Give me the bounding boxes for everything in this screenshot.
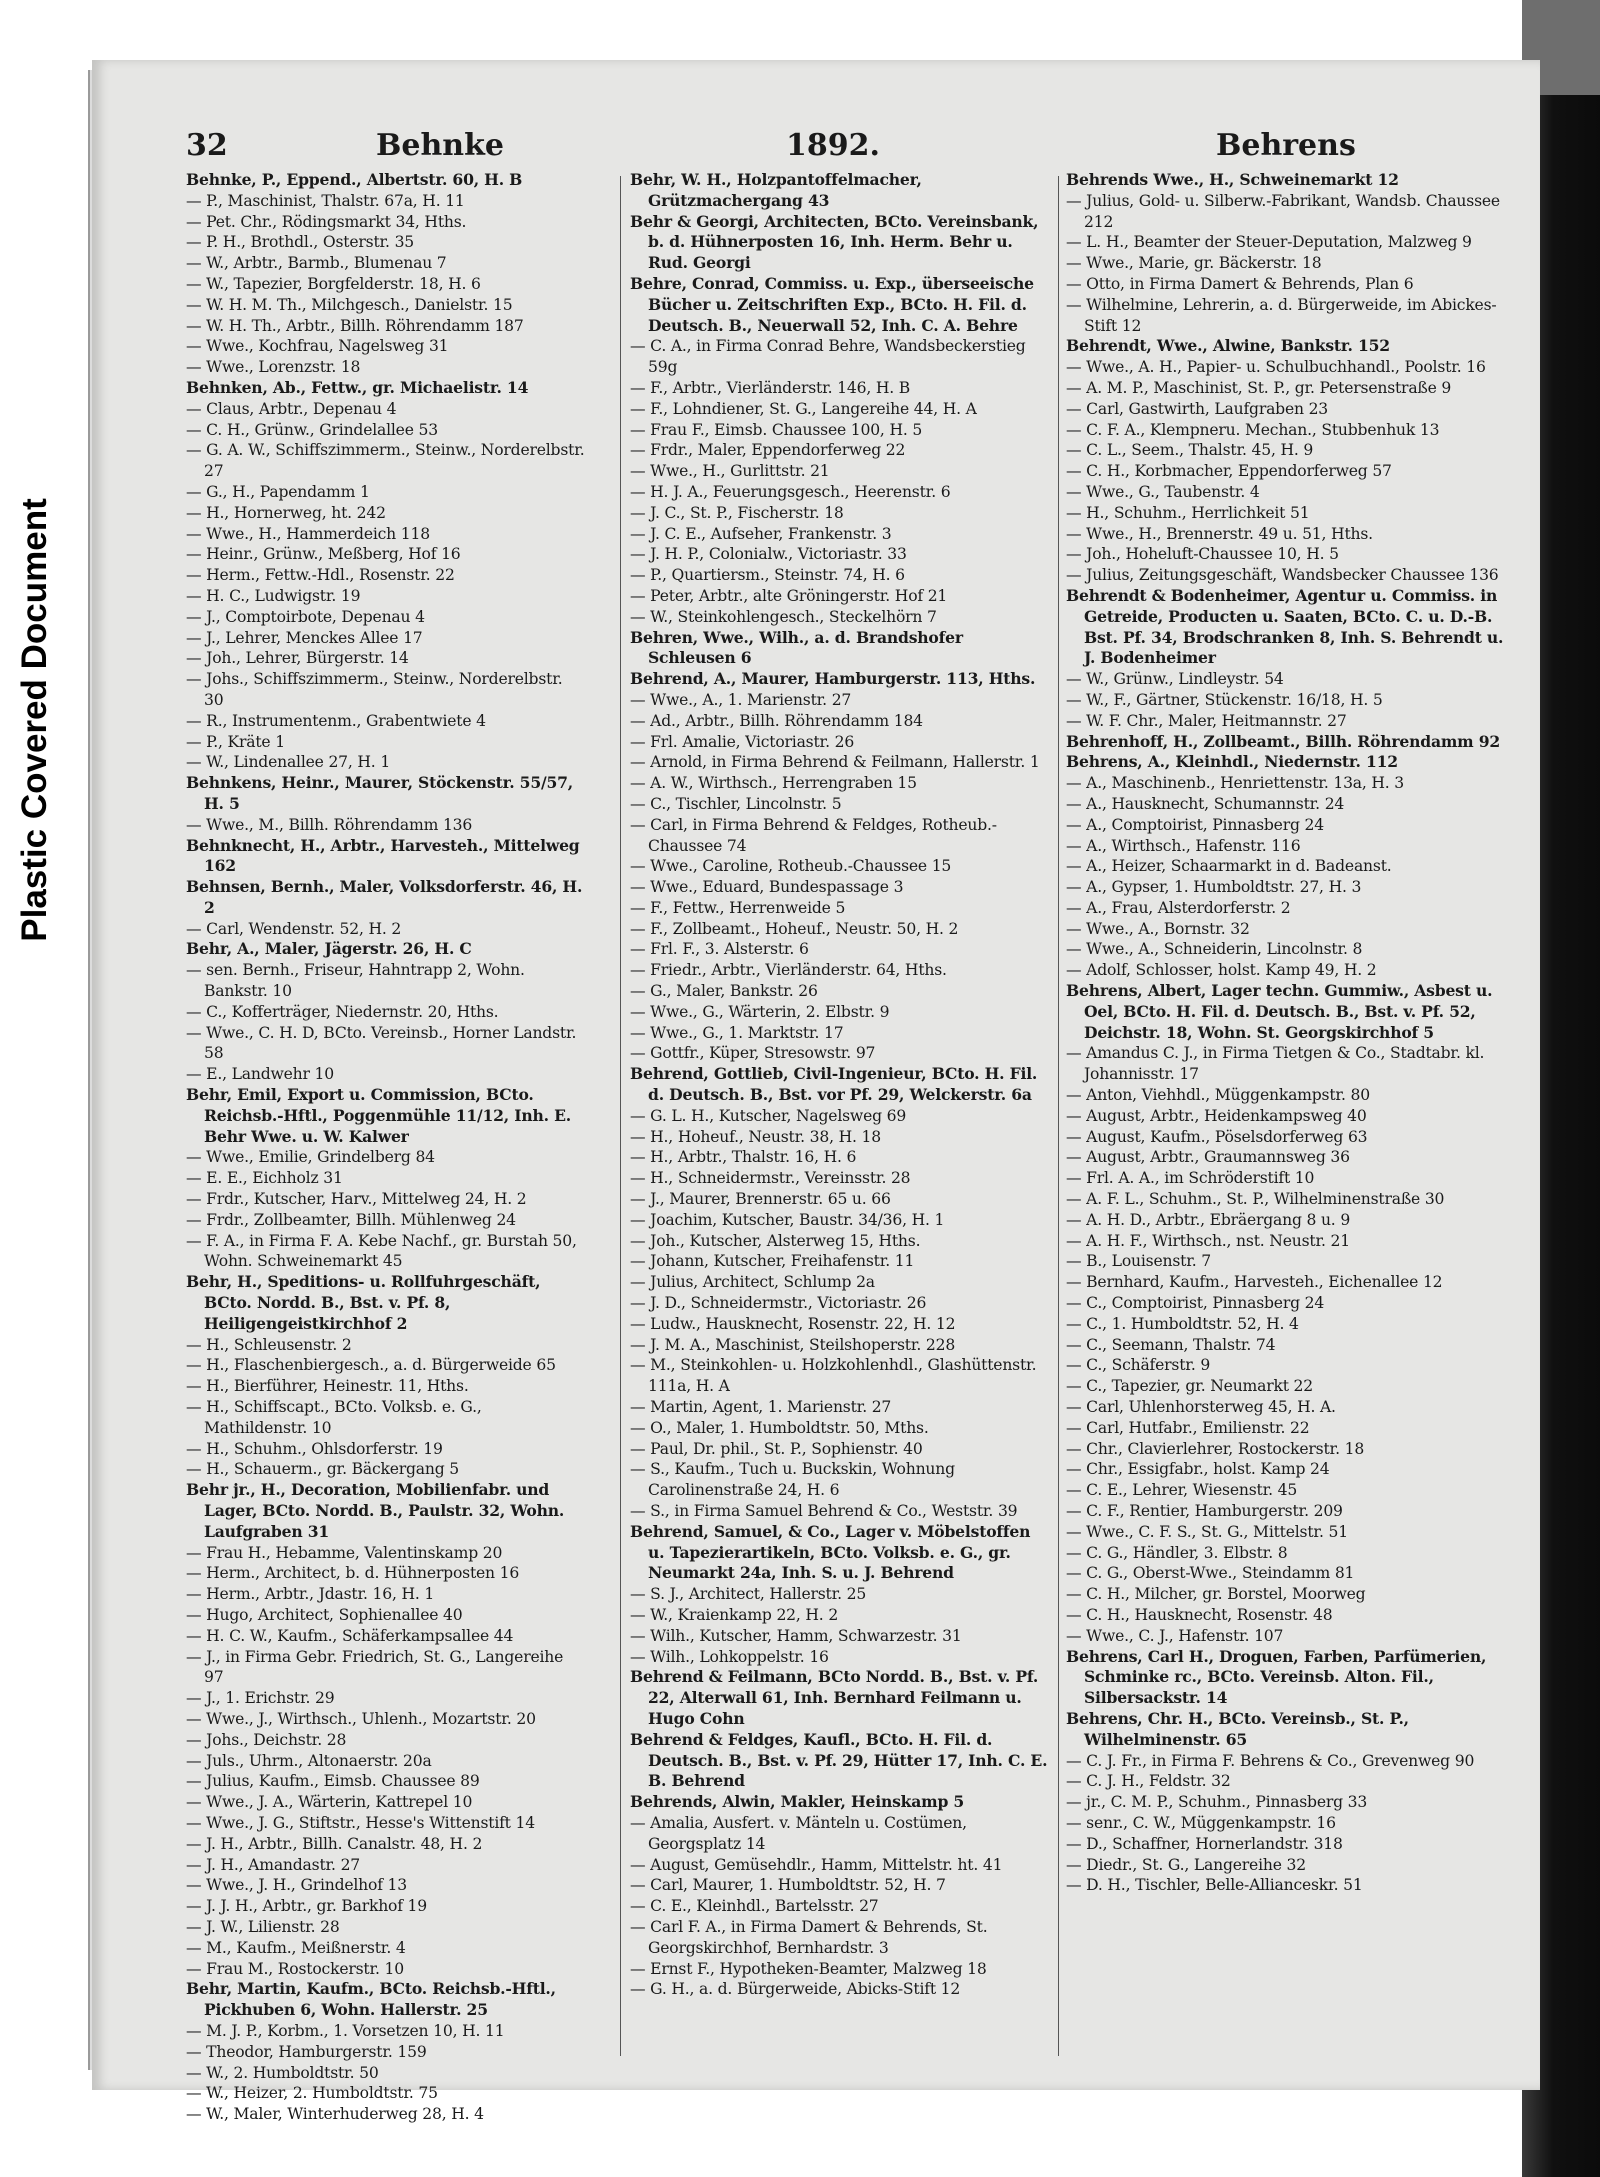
directory-entry: — J. J. H., Arbtr., gr. Barkhof 19 — [186, 1897, 427, 1916]
column-rule — [620, 176, 621, 2056]
directory-entry: — Martin, Agent, 1. Marienstr. 27 — [630, 1398, 892, 1417]
directory-entry: — Anton, Viehhdl., Müggenkampstr. 80 — [1066, 1086, 1370, 1105]
directory-entry: Behrend & Feilmann, BCto Nordd. B., Bst. v. Pf. 22, Alterwall 61, Inh. Bernhard Feilmann u. Hugo Cohn — [630, 1667, 1039, 1728]
directory-entry: — J., in Firma Gebr. Friedrich, St. G., Langereihe 97 — [186, 1647, 564, 1687]
directory-entry: — Otto, in Firma Damert & Behrends, Plan 6 — [1066, 274, 1414, 293]
directory-entry: — Frl. F., 3. Alsterstr. 6 — [630, 940, 809, 959]
directory-entry: — A., Gypser, 1. Humboldtstr. 27, H. 3 — [1066, 878, 1362, 897]
directory-entry: — B., Louisenstr. 7 — [1066, 1252, 1211, 1271]
directory-entry: — senr., C. W., Müggenkampstr. 16 — [1066, 1813, 1336, 1832]
directory-entry: Behnken, Ab., Fettw., gr. Michaelistr. 14 — [186, 377, 529, 397]
directory-entry: — Wwe., Kochfrau, Nagelsweg 31 — [186, 337, 449, 356]
directory-entry: — C. G., Händler, 3. Elbstr. 8 — [1066, 1543, 1288, 1562]
directory-entry: — Wwe., G., Taubenstr. 4 — [1066, 482, 1260, 501]
directory-entry: — O., Maler, 1. Humboldtstr. 50, Mths. — [630, 1418, 929, 1437]
directory-entry: — Frl. A. A., im Schröderstift 10 — [1066, 1169, 1315, 1188]
directory-entry: — Herm., Architect, b. d. Hühnerposten 16 — [186, 1564, 520, 1583]
directory-entry: — W., Arbtr., Barmb., Blumenau 7 — [186, 254, 447, 273]
directory-entry: — Wwe., A. H., Papier- u. Schulbuchhandl., Poolstr. 16 — [1066, 358, 1486, 377]
directory-entry: — August, Arbtr., Graumannsweg 36 — [1066, 1148, 1350, 1167]
directory-entry: — P., Quartiersm., Steinstr. 74, H. 6 — [630, 566, 905, 585]
directory-entry: Behrens, A., Kleinhdl., Niedernstr. 112 — [1066, 752, 1398, 772]
directory-entry: — C., Comptoirist, Pinnasberg 24 — [1066, 1294, 1325, 1313]
directory-entry: — H., Schauerm., gr. Bäckergang 5 — [186, 1460, 459, 1479]
directory-entry: — Wwe., J. A., Wärterin, Kattrepel 10 — [186, 1793, 473, 1812]
directory-entry: — Wwe., J. G., Stiftstr., Hesse's Wittenstift 14 — [186, 1813, 535, 1832]
directory-entry: — Carl, Gastwirth, Laufgraben 23 — [1066, 399, 1329, 418]
directory-entry: — H., Schuhm., Ohlsdorferstr. 19 — [186, 1439, 443, 1458]
right-catchword: Behrens — [1216, 128, 1356, 163]
year: 1892. — [786, 128, 880, 163]
directory-entry: — W., 2. Humboldtstr. 50 — [186, 2063, 379, 2082]
directory-entry: — Carl, in Firma Behrend & Feldges, Rotheub.-Chaussee 74 — [630, 815, 997, 855]
directory-entry: — C. J. H., Feldstr. 32 — [1066, 1772, 1231, 1791]
directory-entry: — Wwe., H., Hammerdeich 118 — [186, 524, 430, 543]
directory-entry: — A., Heizer, Schaarmarkt in d. Badeanst. — [1066, 857, 1392, 876]
directory-entry: — J. D., Schneidermstr., Victoriastr. 26 — [630, 1294, 927, 1313]
directory-entry: — G. L. H., Kutscher, Nagelsweg 69 — [630, 1106, 907, 1125]
directory-entry: — A. H. F., Wirthsch., nst. Neustr. 21 — [1066, 1231, 1350, 1250]
directory-entry: — Chr., Clavierlehrer, Rostockerstr. 18 — [1066, 1439, 1365, 1458]
directory-entry: — W., Heizer, 2. Humboldtstr. 75 — [186, 2084, 438, 2103]
directory-entry: — Joh., Kutscher, Alsterweg 15, Hths. — [630, 1231, 921, 1250]
directory-entry: — Herm., Fettw.-Hdl., Rosenstr. 22 — [186, 566, 455, 585]
directory-entry: — Claus, Arbtr., Depenau 4 — [186, 399, 397, 418]
directory-entry: — C. A., in Firma Conrad Behre, Wandsbeckerstieg 59g — [630, 337, 1026, 377]
directory-entry: — Pet. Chr., Rödingsmarkt 34, Hths. — [186, 212, 467, 231]
directory-entry: — E., Landwehr 10 — [186, 1065, 334, 1084]
left-catchword: Behnke — [376, 128, 504, 163]
directory-entry: — A. M. P., Maschinist, St. P., gr. Petersenstraße 9 — [1066, 378, 1452, 397]
directory-entry: — Carl, Uhlenhorsterweg 45, H. A. — [1066, 1398, 1336, 1417]
directory-entry: Behre, Conrad, Commiss. u. Exp., überseeische Bücher u. Zeitschriften Exp., BCto. H. Fil. d. Deutsch. B., Neuerwall 52, Inh. C. A. Behre — [630, 273, 1034, 335]
directory-entry: — Amandus C. J., in Firma Tietgen & Co., Stadtabr. kl. Johannisstr. 17 — [1066, 1044, 1485, 1084]
directory-entry: — S., Kaufm., Tuch u. Buckskin, Wohnung Carolinenstraße 24, H. 6 — [630, 1460, 955, 1500]
directory-entry: — C. H., Grünw., Grindelallee 53 — [186, 420, 438, 439]
directory-column-3 — [1066, 170, 1510, 2050]
directory-entry: — Arnold, in Firma Behrend & Feilmann, Hallerstr. 1 — [630, 753, 1040, 772]
directory-entry: — C. E., Lehrer, Wiesenstr. 45 — [1066, 1481, 1298, 1500]
directory-entry: Behr & Georgi, Architecten, BCto. Vereinsbank, b. d. Hühnerposten 16, Inh. Herm. Behr u. Rud. Georgi — [630, 211, 1039, 273]
directory-entry: — D., Schaffner, Hornerlandstr. 318 — [1066, 1834, 1343, 1853]
directory-entry: — H., Schleusenstr. 2 — [186, 1335, 352, 1354]
directory-entry: Behrend, Gottlieb, Civil-Ingenieur, BCto. H. Fil. d. Deutsch. B., Bst. vor Pf. 29, Welckerstr. 6a — [630, 1064, 1038, 1105]
directory-entry: — H., Schneidermstr., Vereinsstr. 28 — [630, 1169, 911, 1188]
directory-entry: — W. H. Th., Arbtr., Billh. Röhrendamm 187 — [186, 316, 524, 335]
directory-entry: — H. C., Ludwigstr. 19 — [186, 586, 361, 605]
side-label: Plastic Covered Document — [15, 498, 54, 942]
directory-entry: Behr, Martin, Kaufm., BCto. Reichsb.-Hftl., Pickhuben 6, Wohn. Hallerstr. 25 — [186, 1979, 556, 2020]
directory-entry: Behren, Wwe., Wilh., a. d. Brandshofer Schleusen 6 — [630, 627, 963, 668]
directory-entry: Behrenhoff, H., Zollbeamt., Billh. Röhrendamm 92 — [1066, 731, 1501, 751]
directory-entry: — sen. Bernh., Friseur, Hahntrapp 2, Wohn. Bankstr. 10 — [186, 961, 525, 1001]
directory-entry: — J., Lehrer, Menckes Allee 17 — [186, 628, 423, 647]
directory-entry: — August, Gemüsehdlr., Hamm, Mittelstr. ht. 41 — [630, 1855, 1003, 1874]
directory-column-1 — [186, 170, 586, 2124]
directory-entry: — W., Grünw., Lindleystr. 54 — [1066, 670, 1284, 689]
directory-entry: — W., Kraienkamp 22, H. 2 — [630, 1605, 839, 1624]
directory-entry: — Diedr., St. G., Langereihe 32 — [1066, 1855, 1306, 1874]
directory-entry: Behrens, Carl H., Droguen, Farben, Parfümerien, Schminke rc., BCto. Vereinsb. Alton. Fil., Silbersackstr. 14 — [1066, 1646, 1487, 1708]
directory-entry: — Wwe., C. H. D, BCto. Vereinsb., Horner Landstr. 58 — [186, 1023, 577, 1063]
directory-entry: — Chr., Essigfabr., holst. Kamp 24 — [1066, 1460, 1330, 1479]
directory-entry: — Wwe., H., Brennerstr. 49 u. 51, Hths. — [1066, 524, 1373, 543]
directory-entry: — F., Arbtr., Vierländerstr. 146, H. B — [630, 378, 911, 397]
column-rule — [1058, 176, 1059, 2056]
directory-entry: — Wwe., A., Bornstr. 32 — [1066, 919, 1250, 938]
directory-entry: — J. M. A., Maschinist, Steilshoperstr. 228 — [630, 1335, 956, 1354]
directory-entry: — F. A., in Firma F. A. Kebe Nachf., gr. Burstah 50, Wohn. Schweinemarkt 45 — [186, 1231, 577, 1271]
directory-entry: Behrend & Feldges, Kaufl., BCto. H. Fil. d. Deutsch. B., Bst. v. Pf. 29, Hütter 17, Inh. C. E. B. Behrend — [630, 1729, 1048, 1791]
directory-entry: — Frdr., Maler, Eppendorferweg 22 — [630, 441, 906, 460]
directory-entry: — C. F., Rentier, Hamburgerstr. 209 — [1066, 1502, 1343, 1520]
directory-entry: — C. E., Kleinhdl., Bartelsstr. 27 — [630, 1897, 879, 1916]
directory-entry: Behr, W. H., Holzpantoffelmacher, Grützmachergang 43 — [630, 170, 922, 210]
directory-entry: — J. H., Arbtr., Billh. Canalstr. 48, H. 2 — [186, 1834, 483, 1853]
directory-entry: — Wilh., Lohkoppelstr. 16 — [630, 1647, 829, 1666]
directory-entry: — C. H., Korbmacher, Eppendorferweg 57 — [1066, 462, 1392, 481]
directory-entry: — J. C. E., Aufseher, Frankenstr. 3 — [630, 524, 892, 543]
directory-entry: — Wwe., M., Billh. Röhrendamm 136 — [186, 815, 473, 834]
directory-entry: — W., Tapezier, Borgfelderstr. 18, H. 6 — [186, 274, 481, 293]
directory-entry: — J., Comptoirbote, Depenau 4 — [186, 607, 425, 626]
directory-entry: — C. G., Oberst-Wwe., Steindamm 81 — [1066, 1564, 1355, 1583]
directory-entry: — H., Arbtr., Thalstr. 16, H. 6 — [630, 1148, 857, 1167]
directory-entry: — Wilhelmine, Lehrerin, a. d. Bürgerweide, im Abickes-Stift 12 — [1066, 295, 1497, 335]
directory-entry: Behnsen, Bernh., Maler, Volksdorferstr. 46, H. 2 — [186, 877, 583, 917]
directory-entry: — W., Lindenallee 27, H. 1 — [186, 753, 391, 772]
directory-entry: — Frdr., Kutscher, Harv., Mittelweg 24, H. 2 — [186, 1190, 527, 1209]
directory-entry: — Wwe., H., Gurlittstr. 21 — [630, 462, 830, 481]
directory-entry: — Wwe., Eduard, Bundespassage 3 — [630, 878, 904, 897]
directory-entry: — Johann, Kutscher, Freihafenstr. 11 — [630, 1252, 915, 1271]
directory-entry: — A., Hausknecht, Schumannstr. 24 — [1066, 794, 1345, 813]
directory-entry: — Wwe., Lorenzstr. 18 — [186, 358, 361, 377]
directory-entry: — Wwe., J., Wirthsch., Uhlenh., Mozartstr. 20 — [186, 1709, 536, 1728]
directory-entry: — Ludw., Hausknecht, Rosenstr. 22, H. 12 — [630, 1314, 956, 1333]
directory-entry: — Paul, Dr. phil., St. P., Sophienstr. 40 — [630, 1439, 923, 1458]
directory-entry: — Wwe., G., Wärterin, 2. Elbstr. 9 — [630, 1002, 890, 1021]
directory-entry: — A., Comptoirist, Pinnasberg 24 — [1066, 815, 1324, 834]
directory-entry: — Johs., Schiffszimmerm., Steinw., Norderelbstr. 30 — [186, 670, 563, 709]
directory-entry: — Frdr., Zollbeamter, Billh. Mühlenweg 24 — [186, 1210, 516, 1229]
directory-entry: — Hugo, Architect, Sophienallee 40 — [186, 1605, 463, 1624]
directory-entry: — Wilh., Kutscher, Hamm, Schwarzestr. 31 — [630, 1626, 962, 1645]
directory-entry: — G. A. W., Schiffszimmerm., Steinw., Norderelbstr. 27 — [186, 441, 585, 481]
directory-entry: — Frau M., Rostockerstr. 10 — [186, 1959, 404, 1978]
directory-entry: — W., Maler, Winterhuderweg 28, H. 4 — [186, 2105, 484, 2124]
page-number: 32 — [186, 128, 228, 163]
directory-entry: — Carl F. A., in Firma Damert & Behrends, St. Georgskirchhof, Bernhardstr. 3 — [630, 1917, 988, 1957]
directory-entry: — M., Steinkohlen- u. Holzkohlenhdl., Glashüttenstr. 111a, H. A — [630, 1356, 1037, 1396]
directory-entry: — W. F. Chr., Maler, Heitmannstr. 27 — [1066, 711, 1347, 730]
directory-entry: — Herm., Arbtr., Jdastr. 16, H. 1 — [186, 1585, 435, 1604]
directory-entry: — C. L., Seem., Thalstr. 45, H. 9 — [1066, 441, 1314, 460]
directory-entry: — W., F., Gärtner, Stückenstr. 16/18, H. 5 — [1066, 690, 1383, 709]
directory-entry: — Wwe., A., 1. Marienstr. 27 — [630, 690, 852, 709]
directory-entry: — Joachim, Kutscher, Baustr. 34/36, H. 1 — [630, 1210, 945, 1229]
directory-entry: — H., Flaschenbiergesch., a. d. Bürgerweide 65 — [186, 1356, 556, 1375]
directory-entry: — Wwe., A., Schneiderin, Lincolnstr. 8 — [1066, 940, 1363, 959]
directory-entry: — Friedr., Arbtr., Vierländerstr. 64, Hths. — [630, 961, 947, 980]
directory-entry: — Gottfr., Küper, Stresowstr. 97 — [630, 1044, 876, 1063]
directory-entry: Behrend, A., Maurer, Hamburgerstr. 113, Hths. — [630, 669, 1036, 689]
directory-entry: — Wwe., G., 1. Marktstr. 17 — [630, 1023, 844, 1042]
directory-entry: — F., Fettw., Herrenweide 5 — [630, 898, 846, 917]
page-content — [186, 128, 1511, 2124]
directory-entry: — A., Maschinenb., Henriettenstr. 13a, H. 3 — [1066, 774, 1405, 793]
directory-entry: — August, Kaufm., Pöselsdorferweg 63 — [1066, 1127, 1368, 1146]
directory-entry: — L. H., Beamter der Steuer-Deputation, Malzweg 9 — [1066, 233, 1472, 252]
directory-entry: — H., Hornerweg, ht. 242 — [186, 503, 386, 522]
directory-entry: — G. H., a. d. Bürgerweide, Abicks-Stift 12 — [630, 1980, 961, 1999]
directory-entry: — Carl, Hutfabr., Emilienstr. 22 — [1066, 1418, 1310, 1437]
directory-entry: — Johs., Deichstr. 28 — [186, 1730, 347, 1749]
directory-entry: — J. W., Lilienstr. 28 — [186, 1917, 340, 1936]
directory-entry: — Adolf, Schlosser, holst. Kamp 49, H. 2 — [1066, 961, 1377, 980]
directory-entry: — G., Maler, Bankstr. 26 — [630, 982, 818, 1001]
directory-entry: — A. H. D., Arbtr., Ebräergang 8 u. 9 — [1066, 1210, 1351, 1229]
directory-entry: — J., Maurer, Brennerstr. 65 u. 66 — [630, 1190, 891, 1209]
directory-entry: Behnke, P., Eppend., Albertstr. 60, H. B — [186, 170, 523, 189]
directory-entry: — C. F. A., Klempneru. Mechan., Stubbenhuk 13 — [1066, 420, 1440, 439]
directory-entry: Behrends Wwe., H., Schweinemarkt 12 — [1066, 170, 1399, 189]
directory-entry: — H., Hoheuf., Neustr. 38, H. 18 — [630, 1127, 881, 1146]
directory-entry: — F., Lohndiener, St. G., Langereihe 44, H. A — [630, 399, 977, 418]
directory-entry: — Wwe., Emilie, Grindelberg 84 — [186, 1148, 435, 1167]
directory-entry: — Julius, Architect, Schlump 2a — [630, 1273, 875, 1292]
directory-entry: — J. C., St. P., Fischerstr. 18 — [630, 503, 844, 522]
directory-entry: — Carl, Maurer, 1. Humboldtstr. 52, H. 7 — [630, 1876, 946, 1895]
directory-column-2 — [630, 170, 1050, 2050]
directory-entry: Behr, H., Speditions- u. Rollfuhrgeschäft, BCto. Nordd. B., Bst. v. Pf. 8, Heiligengeistkirchhof 2 — [186, 1272, 541, 1333]
directory-entry: Behr, Emil, Export u. Commission, BCto. Reichsb.-Hftl., Poggenmühle 11/12, Inh. E. Behr Wwe. u. W. Kalwer — [186, 1085, 571, 1146]
directory-entry: — C., Seemann, Thalstr. 74 — [1066, 1335, 1276, 1354]
directory-entry: — C. H., Hausknecht, Rosenstr. 48 — [1066, 1605, 1333, 1624]
directory-entry: — J. H. P., Colonialw., Victoriastr. 33 — [630, 545, 907, 564]
directory-entry: Behrendt, Wwe., Alwine, Bankstr. 152 — [1066, 336, 1390, 356]
directory-entry: — Amalia, Ausfert. v. Mänteln u. Costümen, Georgsplatz 14 — [630, 1813, 967, 1853]
directory-entry: — H. C. W., Kaufm., Schäferkampsallee 44 — [186, 1626, 514, 1645]
directory-entry: — S., in Firma Samuel Behrend & Co., Weststr. 39 — [630, 1502, 1018, 1520]
directory-entry: Behr, A., Maler, Jägerstr. 26, H. C — [186, 939, 472, 959]
directory-entry: Behrens, Chr. H., BCto. Vereinsb., St. P., Wilhelminenstr. 65 — [1066, 1708, 1409, 1749]
directory-entry: Behr jr., H., Decoration, Mobilienfabr. und Lager, BCto. Nordd. B., Paulstr. 32, Wohn. Laufgraben 31 — [186, 1480, 565, 1541]
directory-entry: — Ernst F., Hypotheken-Beamter, Malzweg 18 — [630, 1959, 987, 1978]
directory-entry: Behrendt & Bodenheimer, Agentur u. Commiss. in Getreide, Producten u. Saaten, BCto. C. u. D.-B. Bst. Pf. 34, Brodschranken 8, Inh. S. Behrendt u. J. Bodenheimer — [1066, 585, 1504, 668]
directory-entry: — A., Wirthsch., Hafenstr. 116 — [1066, 836, 1301, 855]
directory-entry: — E. E., Eichholz 31 — [186, 1169, 343, 1188]
directory-entry: — Ad., Arbtr., Billh. Röhrendamm 184 — [630, 711, 923, 730]
directory-entry: — W. H. M. Th., Milchgesch., Danielstr. 15 — [186, 295, 513, 314]
directory-entry: — Wwe., J. H., Grindelhof 13 — [186, 1876, 407, 1895]
directory-entry: — Wwe., C. F. S., St. G., Mittelstr. 51 — [1066, 1522, 1348, 1541]
directory-entry: Behnkens, Heinr., Maurer, Stöckenstr. 55/57, H. 5 — [186, 773, 574, 813]
directory-entry: Behrend, Samuel, & Co., Lager v. Möbelstoffen u. Tapezierartikeln, BCto. Volksb. e. G., gr. Neumarkt 24a, Inh. S. u. J. Behrend — [630, 1521, 1031, 1583]
directory-entry: — Peter, Arbtr., alte Gröningerstr. Hof 21 — [630, 586, 948, 605]
directory-entry: — Theodor, Hamburgerstr. 159 — [186, 2042, 427, 2061]
directory-entry: — August, Arbtr., Heidenkampsweg 40 — [1066, 1106, 1367, 1125]
directory-entry: — F., Zollbeamt., Hoheuf., Neustr. 50, H. 2 — [630, 919, 959, 938]
directory-entry: Behrens, Albert, Lager techn. Gummiw., Asbest u. Oel, BCto. H. Fil. d. Deutsch. B., Bst. v. Pf. 52, Deichstr. 18, Wohn. St. Georgskirchhof 5 — [1066, 981, 1493, 1042]
directory-entry: — Julius, Zeitungsgeschäft, Wandsbecker Chaussee 136 — [1066, 566, 1499, 585]
directory-entry: Behrends, Alwin, Makler, Heinskamp 5 — [630, 1792, 965, 1812]
directory-entry: — D. H., Tischler, Belle-Allianceskr. 51 — [1066, 1876, 1363, 1895]
directory-entry: — H., Schiffscapt., BCto. Volksb. e. G., Mathildenstr. 10 — [186, 1398, 482, 1437]
directory-entry: — R., Instrumentenm., Grabentwiete 4 — [186, 711, 486, 730]
directory-entry: — J. H., Amandastr. 27 — [186, 1855, 361, 1874]
directory-entry: — W., Steinkohlengesch., Steckelhörn 7 — [630, 607, 937, 626]
directory-entry: — Wwe., Caroline, Rotheub.-Chaussee 15 — [630, 857, 952, 876]
directory-entry: — H., Bierführer, Heinestr. 11, Hths. — [186, 1377, 469, 1396]
directory-entry: — H., Schuhm., Herrlichkeit 51 — [1066, 503, 1310, 522]
directory-entry: — A. W., Wirthsch., Herrengraben 15 — [630, 774, 917, 793]
directory-entry: — Juls., Uhrm., Altonaerstr. 20a — [186, 1751, 432, 1770]
directory-entry: — Julius, Kaufm., Eimsb. Chaussee 89 — [186, 1772, 480, 1791]
directory-entry: — M., Kaufm., Meißnerstr. 4 — [186, 1938, 406, 1957]
directory-entry: — Frau H., Hebamme, Valentinskamp 20 — [186, 1543, 503, 1562]
directory-entry: — Frau F., Eimsb. Chaussee 100, H. 5 — [630, 420, 923, 439]
directory-entry: — H. J. A., Feuerungsgesch., Heerenstr. 6 — [630, 482, 951, 501]
directory-entry: — Carl, Wendenstr. 52, H. 2 — [186, 919, 402, 938]
directory-entry: — Joh., Lehrer, Bürgerstr. 14 — [186, 649, 409, 668]
directory-entry: — Wwe., Marie, gr. Bäckerstr. 18 — [1066, 254, 1322, 273]
directory-entry: — C. J. Fr., in Firma F. Behrens & Co., Grevenweg 90 — [1066, 1751, 1475, 1770]
directory-entry: — Heinr., Grünw., Meßberg, Hof 16 — [186, 545, 461, 564]
directory-entry: — C., Tapezier, gr. Neumarkt 22 — [1066, 1377, 1313, 1396]
directory-entry: — Wwe., C. J., Hafenstr. 107 — [1066, 1626, 1284, 1645]
directory-entry: — C., 1. Humboldtstr. 52, H. 4 — [1066, 1314, 1299, 1333]
directory-entry: — jr., C. M. P., Schuhm., Pinnasberg 33 — [1066, 1793, 1368, 1812]
directory-entry: — J., 1. Erichstr. 29 — [186, 1689, 335, 1708]
directory-entry: — C., Tischler, Lincolnstr. 5 — [630, 794, 842, 813]
directory-entry: — G., H., Papendamm 1 — [186, 482, 370, 501]
directory-entry: — P., Maschinist, Thalstr. 67a, H. 11 — [186, 191, 465, 210]
directory-entry: — Bernhard, Kaufm., Harvesteh., Eichenallee 12 — [1066, 1273, 1443, 1292]
directory-entry: — A. F. L., Schuhm., St. P., Wilhelminenstraße 30 — [1066, 1190, 1445, 1209]
directory-entry: Behnknecht, H., Arbtr., Harvesteh., Mittelweg 162 — [186, 835, 580, 876]
directory-entry: — Frl. Amalie, Victoriastr. 26 — [630, 732, 855, 751]
directory-entry: — P. H., Brothdl., Osterstr. 35 — [186, 233, 415, 252]
directory-entry: — P., Kräte 1 — [186, 732, 285, 751]
directory-entry: — S. J., Architect, Hallerstr. 25 — [630, 1585, 867, 1604]
directory-entry: — C., Kofferträger, Niedernstr. 20, Hths. — [186, 1002, 499, 1021]
directory-entry: — C. H., Milcher, gr. Borstel, Moorweg — [1066, 1585, 1366, 1604]
directory-entry: — M. J. P., Korbm., 1. Vorsetzen 10, H. 11 — [186, 2021, 505, 2040]
directory-entry: — A., Frau, Alsterdorferstr. 2 — [1066, 898, 1291, 917]
directory-entry: — Joh., Hoheluft-Chaussee 10, H. 5 — [1066, 545, 1339, 564]
directory-entry: — C., Schäferstr. 9 — [1066, 1356, 1211, 1375]
directory-entry: — Julius, Gold- u. Silberw.-Fabrikant, Wandsb. Chaussee 212 — [1066, 191, 1500, 231]
